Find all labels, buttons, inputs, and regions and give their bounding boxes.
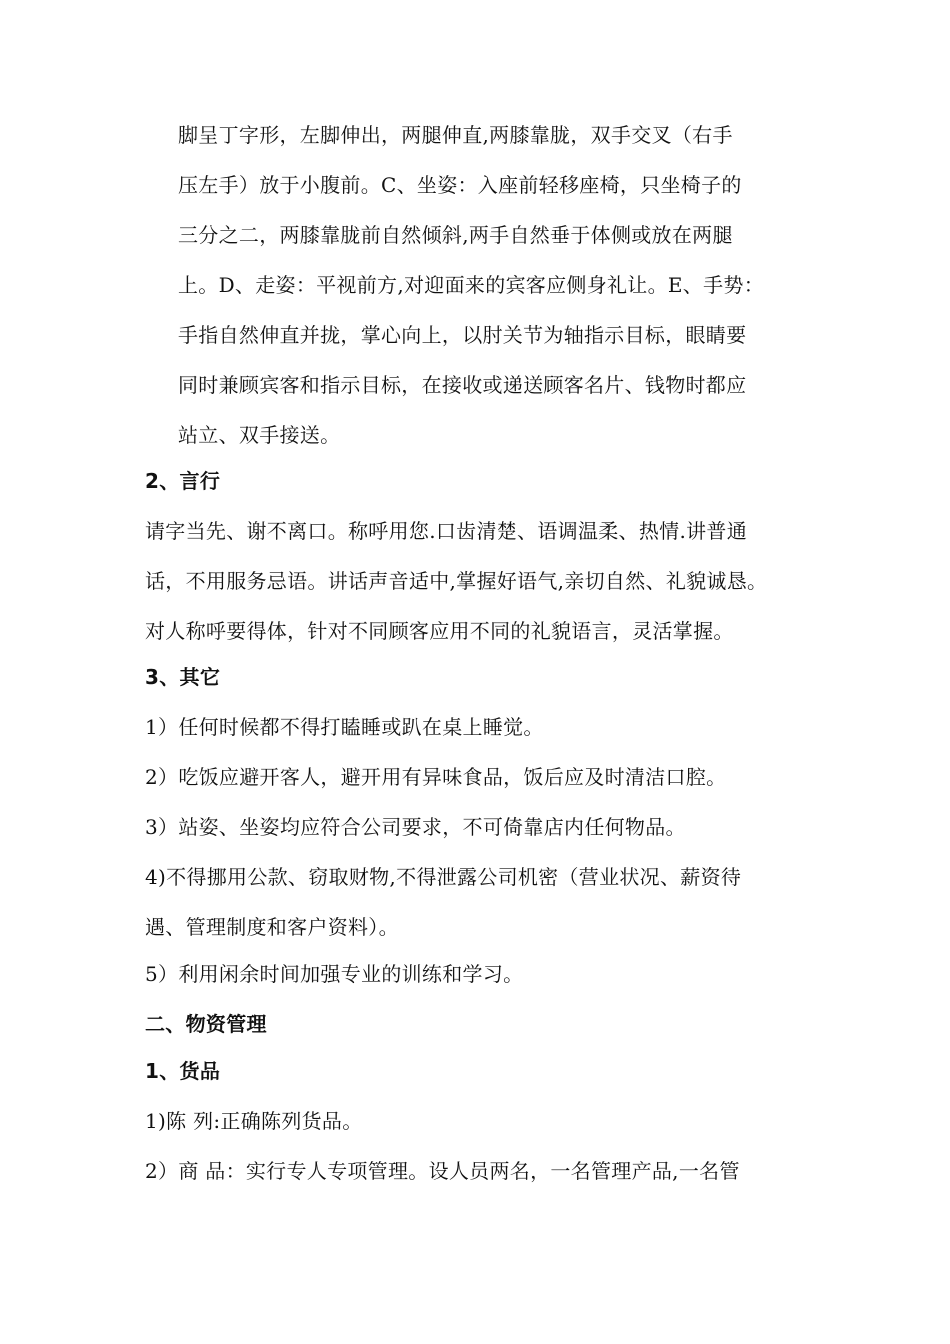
paragraph-line: 同时兼顾宾客和指示目标，在接收或递送顾客名片、钱物时都应 bbox=[178, 373, 747, 397]
paragraph-line: 话，不用服务忌语。讲话声音适中,掌握好语气,亲切自然、礼貌诚恳。 bbox=[145, 569, 768, 593]
list-item: 1)陈 列:正确陈列货品。 bbox=[145, 1109, 363, 1133]
paragraph-line: 上。D、走姿：平视前方,对迎面来的宾客应侧身礼让。E、手势： bbox=[178, 273, 764, 297]
paragraph-line: 对人称呼要得体，针对不同顾客应用不同的礼貌语言，灵活掌握。 bbox=[145, 619, 734, 643]
paragraph-line: 站立、双手接送。 bbox=[178, 423, 341, 447]
list-item: 4)不得挪用公款、窃取财物,不得泄露公司机密（营业状况、薪资待 bbox=[145, 865, 742, 889]
paragraph-line: 请字当先、谢不离口。称呼用您.口齿清楚、语调温柔、热情.讲普通 bbox=[145, 519, 748, 543]
list-item: 2）商 品：实行专人专项管理。设人员两名，一名管理产品,一名管 bbox=[145, 1159, 740, 1183]
paragraph-line: 三分之二，两膝靠胧前自然倾斜,两手自然垂于体侧或放在两腿 bbox=[178, 223, 733, 247]
paragraph-line: 脚呈丁字形，左脚伸出，两腿伸直,两膝靠胧，双手交叉（右手 bbox=[178, 123, 733, 147]
section-heading-goods: 1、货品 bbox=[145, 1059, 221, 1083]
list-item-continuation: 遇、管理制度和客户资料）。 bbox=[145, 915, 399, 939]
list-item: 2）吃饭应避开客人，避开用有异味食品，饭后应及时清洁口腔。 bbox=[145, 765, 727, 789]
chapter-heading-materials: 二、物资管理 bbox=[145, 1012, 267, 1036]
list-item: 3）站姿、坐姿均应符合公司要求，不可倚靠店内任何物品。 bbox=[145, 815, 686, 839]
list-item: 5）利用闲余时间加强专业的训练和学习。 bbox=[145, 962, 524, 986]
paragraph-line: 压左手）放于小腹前。C、坐姿：入座前轻移座椅，只坐椅子的 bbox=[178, 173, 742, 197]
paragraph-line: 手指自然伸直并拢，掌心向上，以肘关节为轴指示目标，眼睛要 bbox=[178, 323, 747, 347]
list-item: 1）任何时候都不得打瞌睡或趴在桌上睡觉。 bbox=[145, 715, 544, 739]
section-heading-other: 3、其它 bbox=[145, 665, 221, 689]
section-heading-speech: 2、言行 bbox=[145, 469, 221, 493]
